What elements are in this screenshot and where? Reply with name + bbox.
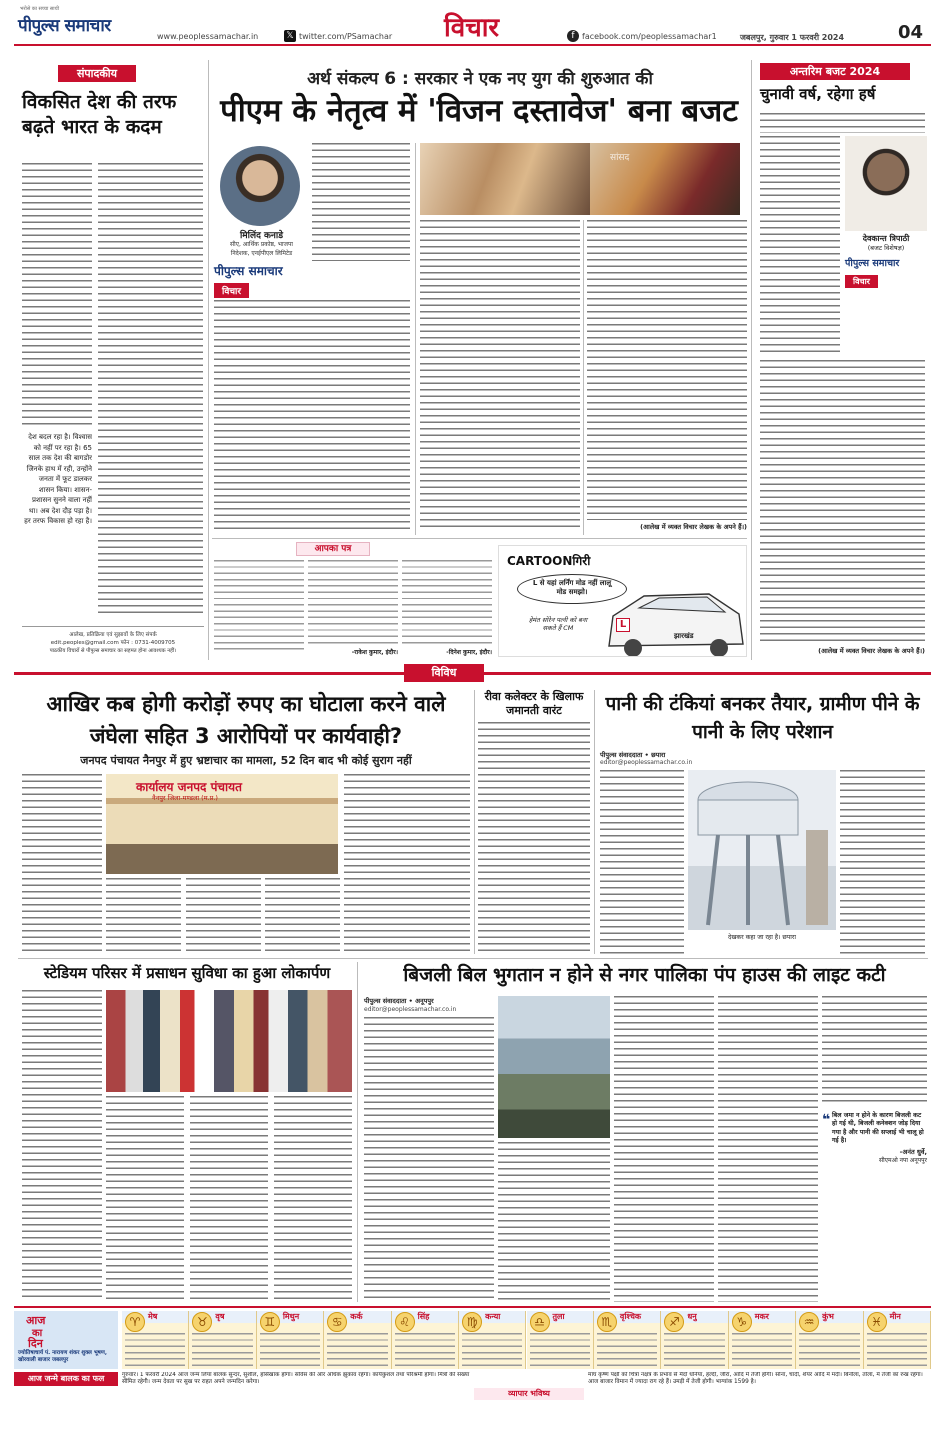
- day-text: गुरुवार। 1 फरवरी 2024 आज जन्म लिया बालक सुन्दर, सुशील, हंसिखाक होगा। सर्विस की ओर अधिक झुकाव रहेगा। कार्यकुशल तथा परिश्रमी होगा। मित्रों की संख्या सीमित रहेगी। जन्म देवता पर सुख पर राहत अपने जन्मदिन करेगा।: [122, 1372, 470, 1386]
- power-email[interactable]: editor@peoplessamachar.co.in: [364, 1006, 457, 1013]
- stadium-body-2: [106, 1096, 184, 1302]
- main-photo-caption: सांसद: [610, 153, 630, 163]
- section-title: विचार: [444, 13, 500, 43]
- zodiac-sign-icon: ♏: [597, 1312, 617, 1332]
- day-label: आज जन्मे बालक का फल: [14, 1372, 118, 1386]
- main-body-col1a: [312, 143, 410, 261]
- zodiac-sign-name: मीन: [864, 1311, 930, 1323]
- power-quote: [822, 1112, 927, 1192]
- zodiac-text: [395, 1333, 455, 1366]
- zodiac-box: [257, 1311, 324, 1369]
- scam-subhead: जनपद पंचायत नैनपुर में हुए भ्रष्टाचार का मामला, 52 दिन बाद भी कोई सुराग नहीं: [80, 754, 412, 767]
- main-photo: [420, 143, 590, 215]
- twitter-icon: 𝕏: [284, 30, 296, 42]
- zodiac-text: [867, 1333, 927, 1366]
- cartoon-label: CARTOONगिरी: [507, 554, 591, 568]
- scam-headline: आखिर कब होगी करोड़ों रुपए का घोटाला करने वाले जंघेला सहित 3 आरोपियों पर कार्यवाही?: [46, 692, 446, 748]
- facebook-link[interactable]: facebook.com/peoplessamachar1: [582, 32, 717, 41]
- logo-tagline: भरोसे का सच्चा साथी: [20, 6, 60, 12]
- zodiac-sign-name: वृष: [189, 1311, 255, 1323]
- sidebar-body-bottom: [760, 360, 925, 642]
- power-quote-text: बिल जमा न होने के कारण बिजली कट हो गई थी, बिजली कनेक्शन जोड़ दिया गया है और पानी की सप्लाई भी चालू हो गई है।: [832, 1112, 924, 1144]
- editorial-body: [98, 163, 203, 615]
- editorial-side-text: देश बदल रहा है। विश्वास को नहीं पर रहा है। 65 साल तक देश की बागडोर जिनके हाथ में रही, उन्होंने जनता में फूट डालकर शासन किया। शासन-प्रशासन सुनने वाला नहीं था। अब देश दौड़ पड़ा है। हर तरफ विकास हो रहा है।: [24, 433, 92, 525]
- cartoon-box: [498, 545, 747, 657]
- power-quote-name: -अनंत धुर्वे,: [899, 1148, 927, 1157]
- zodiac-box: [729, 1311, 796, 1369]
- sidebar-footer-note: (आलेख में व्यक्त विचार लेखक के अपने हैं।): [818, 647, 925, 655]
- zodiac-text: [327, 1333, 387, 1366]
- business-label: व्यापार भविष्य: [474, 1388, 584, 1400]
- sidebar-pull-logo-text: पीपुल्स समाचार: [845, 258, 900, 269]
- zodiac-text: [799, 1333, 859, 1366]
- water-photo-caption: देखकर कहा जा रहा है। छपारा: [728, 934, 796, 941]
- letters-col2: [308, 560, 398, 646]
- logo-text: पीपुल्स समाचार: [18, 16, 111, 36]
- main-body-col1b: [214, 300, 410, 532]
- zodiac-text: [597, 1333, 657, 1366]
- main-body-col2: [420, 220, 580, 532]
- sidebar-label: अन्तरिम बजट 2024: [760, 63, 910, 80]
- zodiac-text: [260, 1333, 320, 1366]
- zodiac-box: [796, 1311, 863, 1369]
- scam-photo: [106, 774, 338, 874]
- editorial-phone: फोन : 0731-4009705: [120, 640, 176, 646]
- editorial-footer-line2: पाठकीय विचारों से पीपुल्स समाचार का सहमत होना आवश्यक नहीं।: [49, 648, 177, 654]
- zodiac-sign-name: तुला: [527, 1311, 593, 1323]
- scam-body-3: [186, 878, 261, 954]
- sidebar-pull-tag: विचार: [845, 275, 878, 288]
- scam-body-2: [106, 878, 181, 954]
- main-kicker: अर्थ संकल्प 6 : सरकार ने एक नए युग की शुरुआत की: [307, 69, 653, 89]
- zodiac-sign-name: वृश्चिक: [594, 1311, 660, 1323]
- power-photo: [498, 996, 610, 1138]
- zodiac-sign-icon: ♓: [867, 1312, 887, 1332]
- stadium-body-1: [22, 990, 102, 1302]
- zodiac-sign-icon: ♊: [260, 1312, 280, 1332]
- masthead: [0, 0, 945, 46]
- main-author-role2: निदेशक, एनईपीएल लिमिटेड: [230, 250, 293, 257]
- letter-signature-2: -दिनेश कुमार, इंदौर।: [446, 649, 492, 656]
- zodiac-sign-icon: ♑: [732, 1312, 752, 1332]
- horoscope-title-3: दिन: [28, 1337, 43, 1350]
- zodiac-sign-icon: ♎: [530, 1312, 550, 1332]
- zodiac-sign-icon: ♒: [799, 1312, 819, 1332]
- zodiac-box: [324, 1311, 391, 1369]
- business-text: माघ कृष्ण पक्षी को चित्रा नक्षत्र के प्रभाव से मैदों धनिया, हल्दी, जीरा, आदि में तेजी होगी। सोना, चांदी, शेयर आदि में मंदी। बिनौला, तोला, में तेजी का रुख रहेगा। आज बाजार विमान में ज्यादा राग रहे हैं। उमड़ी में तेजी होगी। भाग्यांक 1599 है।: [588, 1372, 923, 1386]
- scam-body-5: [344, 774, 470, 954]
- editorial-email[interactable]: edit.peoples@gmail.com: [50, 640, 119, 646]
- water-body-2: [840, 770, 925, 954]
- zodiac-text: [192, 1333, 252, 1366]
- horoscope-title-box: [14, 1311, 118, 1369]
- zodiac-box: [122, 1311, 189, 1369]
- zodiac-box: [459, 1311, 526, 1369]
- zodiac-box: [864, 1311, 931, 1369]
- sidebar-author-name: देवकान्त त्रिपाठी: [862, 234, 910, 243]
- main-footer-note: (आलेख में व्यक्त विचार लेखक के अपने हैं।): [640, 523, 747, 531]
- zodiac-box: [189, 1311, 256, 1369]
- logo[interactable]: [18, 6, 158, 34]
- cartoon-l-plate: L: [616, 618, 630, 632]
- zodiac-box: [392, 1311, 459, 1369]
- cartoon-caption: हेमंत सोरेन पत्नी को बना सकते हैं CM: [528, 616, 588, 632]
- scam-photo-sign: कार्यालय जनपद पंचायत: [136, 780, 242, 794]
- zodiac-sign-name: कुंभ: [796, 1311, 862, 1323]
- letter-signature-1: -राकेश कुमार, इंदौर।: [351, 649, 398, 656]
- cartoon-bubble-text: L से यहां लर्निंग मोड नहीं लालू मोड समझो।: [532, 579, 612, 596]
- water-tank-photo: [688, 770, 836, 930]
- zodiac-box: [527, 1311, 594, 1369]
- horoscope-title-1: आज: [26, 1314, 46, 1327]
- warrant-body: [478, 722, 590, 954]
- quote-icon: ❝: [822, 1112, 831, 1128]
- zodiac-text: [462, 1333, 522, 1366]
- power-headline: बिजली बिल भुगतान न होने से नगर पालिका पंप हाउस की लाइट कटी: [403, 964, 886, 986]
- vividh-label: विविध: [404, 664, 484, 682]
- zodiac-sign-icon: ♍: [462, 1312, 482, 1332]
- main-headline: पीएम के नेतृत्व में 'विजन दस्तावेज' बना बजट: [220, 93, 738, 129]
- water-byline-place: छपारा: [651, 751, 666, 759]
- main-pull-logo-text: पीपुल्स समाचार: [214, 264, 283, 278]
- sidebar-body-top: [760, 113, 925, 133]
- facebook-icon: f: [567, 30, 579, 42]
- zodiac-sign-name: मेष: [122, 1311, 188, 1323]
- scam-photo-sign2: नैनपुर जिला-मण्डला (म.प्र.): [152, 794, 218, 802]
- power-body-2: [498, 1142, 610, 1302]
- horoscope-title-2: का: [32, 1328, 43, 1339]
- stadium-body-4: [274, 1096, 352, 1302]
- editorial-body-left: [22, 163, 92, 425]
- editorial-headline: विकसित देश की तरफ बढ़ते भारत के कदम: [22, 91, 177, 138]
- zodiac-sign-name: सिंह: [392, 1311, 458, 1323]
- page-number: 04: [898, 22, 924, 43]
- sidebar-pull-logo: [845, 256, 927, 290]
- main-pull-tag: विचार: [214, 283, 249, 298]
- stadium-headline: स्टेडियम परिसर में प्रसाधन सुविधा का हुआ लोकार्पण: [43, 964, 331, 982]
- sidebar-headline: चुनावी वर्ष, रहेगा हर्ष: [760, 85, 876, 103]
- masthead-rule: [14, 44, 931, 46]
- zodiac-sign-name: मकर: [729, 1311, 795, 1323]
- power-byline: पीपुल्स संवाददाता • अनूपपुर: [364, 997, 434, 1005]
- water-body-1: [600, 770, 684, 954]
- letters-col1: [214, 560, 304, 650]
- zodiac-box: [594, 1311, 661, 1369]
- water-tank-drawing: [688, 770, 836, 930]
- horoscope-astrologer: ज्योतिषाचार्य पं. नारायण शंकर शुक्ल भूषण, खोरवाली बाजार जबलपुर: [18, 1350, 107, 1363]
- water-byline: पीपुल्स संवाददाता • छपारा: [600, 751, 666, 759]
- zodiac-text: [664, 1333, 724, 1366]
- sidebar-author-role: (बजट विशेषज्ञ): [867, 244, 905, 252]
- main-author-name: मिलिंद कनाडे: [239, 231, 284, 241]
- zodiac-sign-icon: ♈: [125, 1312, 145, 1332]
- power-body-1: [364, 1017, 494, 1302]
- cartoon-car-label: झारखंड: [674, 632, 694, 640]
- zodiac-text: [125, 1333, 185, 1366]
- zodiac-sign-icon: ♐: [664, 1312, 684, 1332]
- zodiac-sign-icon: ♌: [395, 1312, 415, 1332]
- main-author-photo: [220, 146, 300, 226]
- main-body-col3: [587, 220, 747, 520]
- water-email[interactable]: editor@peoplessamachar.co.in: [600, 759, 693, 766]
- power-body-3: [614, 996, 714, 1302]
- sidebar-body-left: [760, 136, 840, 356]
- water-headline: पानी की टंकियां बनकर तैयार, ग्रामीण पीने के पानी के लिए परेशान: [605, 693, 920, 743]
- main-pull-logo: [214, 262, 309, 296]
- power-byline-name: पीपुल्स संवाददाता: [364, 997, 407, 1005]
- zodiac-sign-name: कर्क: [324, 1311, 390, 1323]
- zodiac-sign-icon: ♉: [192, 1312, 212, 1332]
- power-body-5: [822, 996, 927, 1106]
- zodiac-text: [530, 1333, 590, 1366]
- letters-col3: [402, 560, 492, 646]
- scam-body-4: [265, 878, 340, 954]
- power-body-4: [718, 996, 818, 1302]
- warrant-headline: रीवा कलेक्टर के खिलाफ जमानती वारंट: [484, 690, 584, 717]
- stadium-body-3: [190, 1096, 268, 1302]
- zodiac-sign-icon: ♋: [327, 1312, 347, 1332]
- dateline: जबलपुर, गुरुवार 1 फरवरी 2024: [740, 33, 845, 42]
- sidebar-author-photo: [845, 136, 927, 231]
- zodiac-sign-name: मिथुन: [257, 1311, 323, 1323]
- scam-body-1: [22, 774, 102, 954]
- horoscope-band: [14, 1306, 931, 1308]
- editorial-footer-line1: आलेख, प्रतिक्रिया एवं सुझावों के लिए संपर्क: [69, 632, 157, 638]
- main-author-role: सीए, आर्थिक प्रकोष्ठ, भाजपा: [230, 241, 293, 248]
- editorial-label: संपादकीय: [58, 65, 136, 82]
- stadium-photo: [106, 990, 352, 1092]
- website-link[interactable]: www.peoplessamachar.in: [157, 32, 259, 41]
- power-quote-role: सीएमओ नपा अनूपपुर: [879, 1157, 927, 1165]
- zodiac-text: [732, 1333, 792, 1366]
- twitter-link[interactable]: twitter.com/PSamachar: [299, 32, 393, 41]
- zodiac-sign-name: कन्या: [459, 1311, 525, 1323]
- editorial-footer: [22, 626, 204, 660]
- zodiac-box: [661, 1311, 728, 1369]
- water-byline-name: पीपुल्स संवाददाता: [600, 751, 643, 759]
- letters-label: आपका पत्र: [296, 542, 370, 556]
- power-byline-place: अनूपपुर: [415, 997, 434, 1005]
- zodiac-sign-name: धनु: [661, 1311, 727, 1323]
